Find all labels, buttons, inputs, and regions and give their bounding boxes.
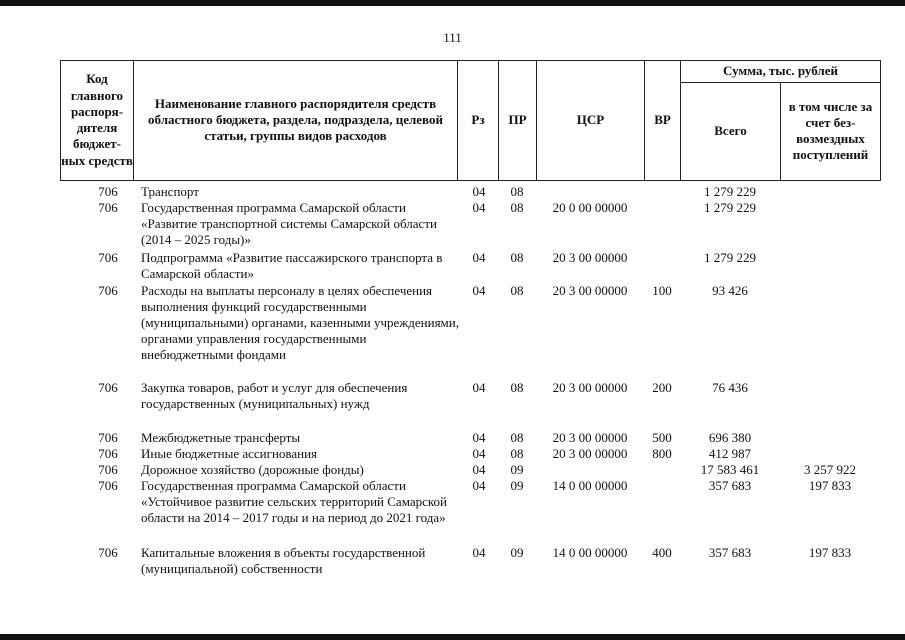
name-cell: Дорожное хозяйство (дорожные фонды) [141,462,364,477]
header-code-text: Код главного распоря-дителя бюджет-ных средств [61,71,133,168]
total-cell: 412 987 [708,446,752,461]
sum-subheader-border [680,82,881,83]
total-cell: 17 583 461 [700,462,760,477]
rz-cell: 04 [472,478,486,493]
header-csr-text: ЦСР [576,111,605,127]
header-sum [680,60,880,82]
free-cell: 197 833 [808,478,852,493]
scan-top-edge [0,0,905,6]
code-cell: 706 [98,184,118,199]
pr-cell: 09 [510,545,524,560]
csr-cell: 14 0 00 00000 [552,545,628,560]
code-cell: 706 [98,545,118,560]
rz-cell: 04 [472,446,486,461]
csr-cell: 20 0 00 00000 [552,200,628,215]
vr-cell: 800 [652,446,672,461]
rz-cell: 04 [472,184,486,199]
pr-cell: 08 [510,250,524,265]
rz-cell: 04 [472,430,486,445]
vr-cell: 100 [652,283,672,298]
csr-cell: 14 0 00 00000 [552,478,628,493]
header-total [680,82,780,180]
name-cell: Расходы на выплаты персоналу в целях обеспечения выполнения функций государственными (муниципальными) органами, казенными учреждениями, органами управления государственными внебюджетными фондами [141,283,459,362]
name-cell: Транспорт [141,184,199,199]
pr-cell: 08 [510,184,524,199]
header-pr [498,60,536,180]
header-name-text: Наименование главного распорядителя средств областного бюджета, раздела, подраздела, целевой статьи, группы видов расходов [148,95,443,144]
scan-bottom-edge [0,634,905,640]
header-name [133,60,457,180]
name-cell: Закупка товаров, работ и услуг для обеспечения государственных (муниципальных) нужд [141,380,408,411]
rz-cell: 04 [472,283,486,298]
code-cell: 706 [98,478,118,493]
code-cell: 706 [98,430,118,445]
pr-cell: 08 [510,200,524,215]
code-cell: 706 [98,283,118,298]
table-top-border [60,60,881,61]
rz-cell: 04 [472,200,486,215]
code-cell: 706 [98,250,118,265]
header-pr-text: ПР [508,111,527,127]
pr-cell: 08 [510,430,524,445]
total-cell: 357 683 [708,478,752,493]
name-cell: Межбюджетные трансферты [141,430,301,445]
pr-cell: 08 [510,446,524,461]
header-rz [457,60,498,180]
table-right-border [880,60,881,180]
vr-cell: 200 [652,380,672,395]
free-cell: 3 257 922 [804,462,856,477]
header-free-text: в том числе за счет без-возмездных поступлений [788,98,873,163]
rz-cell: 04 [472,250,486,265]
name-cell: Капитальные вложения в объекты государственной (муниципальной) собственности [141,545,426,576]
code-cell: 706 [98,380,118,395]
rz-cell: 04 [472,462,486,477]
code-cell: 706 [98,462,118,477]
header-free [780,82,880,180]
code-cell: 706 [98,200,118,215]
total-cell: 93 426 [712,283,748,298]
header-csr [536,60,644,180]
header-bottom-border [60,180,881,181]
pr-cell: 08 [510,283,524,298]
pr-cell: 09 [510,462,524,477]
total-cell: 1 279 229 [704,250,756,265]
vr-cell: 400 [652,545,672,560]
rz-cell: 04 [472,545,486,560]
csr-cell: 20 3 00 00000 [552,380,628,395]
total-cell: 696 380 [708,430,752,445]
name-cell: Иные бюджетные ассигнования [141,446,318,461]
header-vr-text: ВР [654,111,671,127]
pr-cell: 08 [510,380,524,395]
pr-cell: 09 [510,478,524,493]
header-vr [644,60,680,180]
header-code [60,60,133,180]
csr-cell: 20 3 00 00000 [552,283,628,298]
name-cell: Государственная программа Самарской области «Развитие транспортной системы Самарской области (2014 – 2025 годы)» [141,200,437,247]
csr-cell: 20 3 00 00000 [552,250,628,265]
rz-cell: 04 [472,380,486,395]
total-cell: 1 279 229 [704,200,756,215]
name-cell: Подпрограмма «Развитие пассажирского транспорта в Самарской области» [141,250,443,281]
header-sum-text: Сумма, тыс. рублей [723,62,838,78]
total-cell: 76 436 [712,380,748,395]
free-cell: 197 833 [808,545,852,560]
vr-cell: 500 [652,430,672,445]
page-number: 111 [443,30,462,45]
name-cell: Государственная программа Самарской области «Устойчивое развитие сельских территорий Самарской области на 2014 – 2017 годы и на период до 2021 года» [141,478,447,525]
csr-cell: 20 3 00 00000 [552,430,628,445]
total-cell: 357 683 [708,545,752,560]
header-rz-text: Рз [471,111,485,127]
header-total-text: Всего [714,122,747,138]
code-cell: 706 [98,446,118,461]
csr-cell: 20 3 00 00000 [552,446,628,461]
total-cell: 1 279 229 [704,184,756,199]
